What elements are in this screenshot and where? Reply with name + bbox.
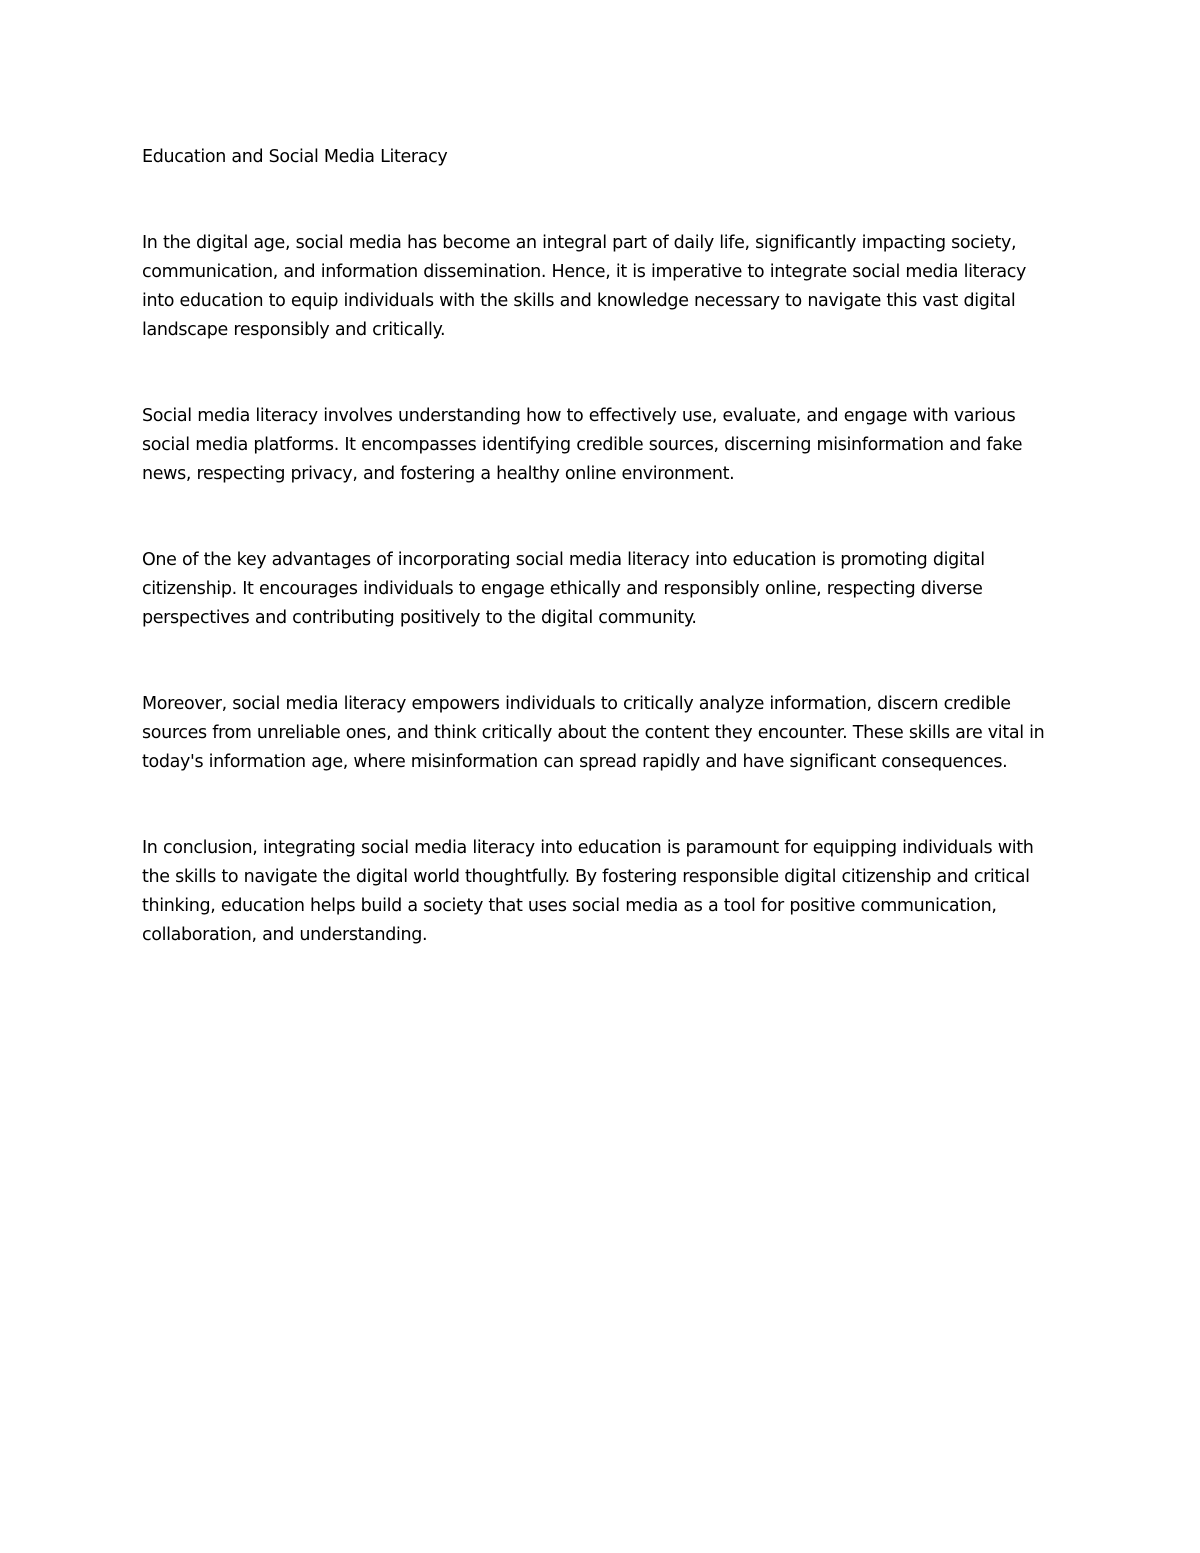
paragraph-digital-citizenship: One of the key advantages of incorporating social media literacy into education is promoting digital citizenship. It encourages individuals to engage ethically and responsibly online, respecting diverse perspectives and contributing positively to the digital community. [142,550,985,628]
paragraph-critical-analysis: Moreover, social media literacy empowers individuals to critically analyze information, discern credible sources from unreliable ones, and think critically about the content they encounter. These skills are vital in today's information age, where misinformation can spread rapidly and have significant consequences. [142,694,1045,772]
paragraph-conclusion: In conclusion, integrating social media literacy into education is paramount for equipping individuals with the skills to navigate the digital world thoughtfully. By fostering responsible digital citizenship and critical thinking, education helps build a society that uses social media as a tool for positive communication, collaboration, and understanding. [142,838,1034,945]
document-title: Education and Social Media Literacy [142,147,448,167]
paragraph-definition: Social media literacy involves understanding how to effectively use, evaluate, and engage with various social media platforms. It encompasses identifying credible sources, discerning misinformation and fake news, respecting privacy, and fostering a healthy online environment. [142,406,1023,484]
document-body [142,143,1062,1007]
paragraph-intro: In the digital age, social media has become an integral part of daily life, significantly impacting society, communication, and information dissemination. Hence, it is imperative to integrate social media literacy into education to equip individuals with the skills and knowledge necessary to navigate this vast digital landscape responsibly and critically. [142,233,1027,340]
